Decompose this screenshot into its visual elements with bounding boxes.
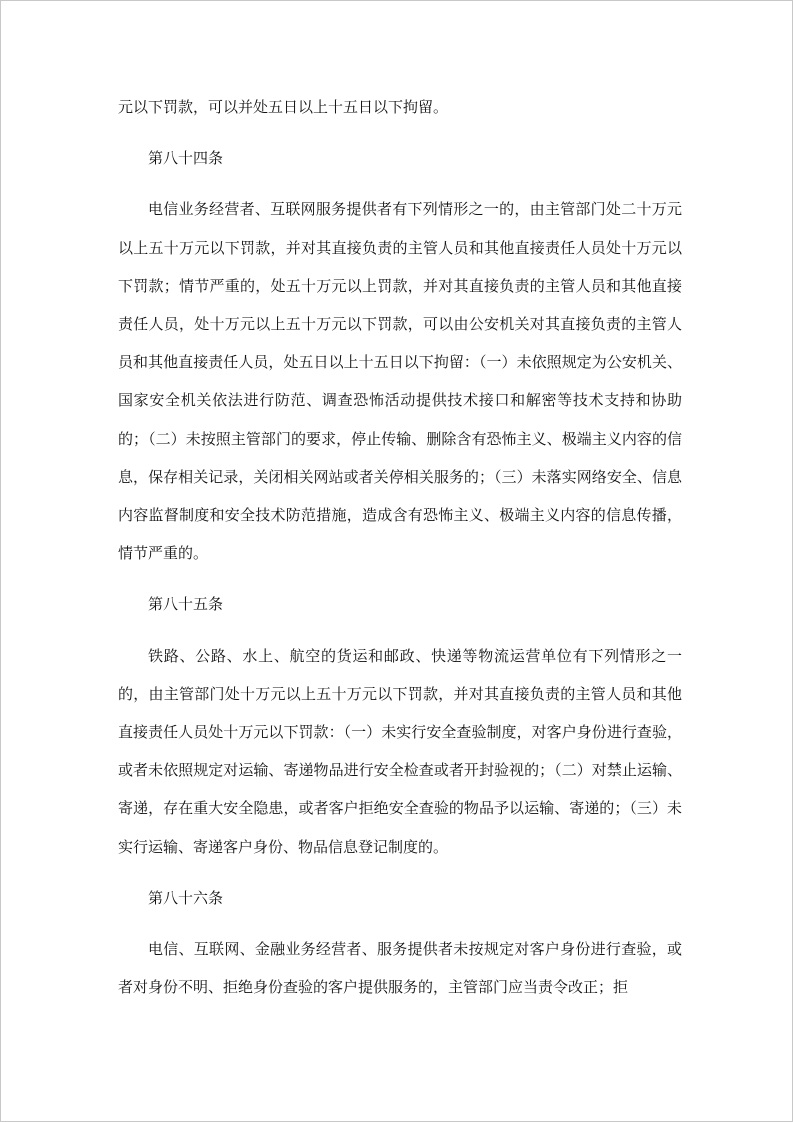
spacer bbox=[118, 917, 682, 930]
spacer bbox=[118, 126, 682, 139]
spacer bbox=[118, 572, 682, 585]
article-84-text: 电信业务经营者、互联网服务提供者有下列情形之一的，由主管部门处二十万元以上五十万元以下罚款，并对其直接负责的主管人员和其他直接责任人员处十万元以下罚款；情节严重的，处五十万元以上罚款，并对其直接负责的主管人员和其他直接责任人员，处十万元以上五十万元以下罚款，可以由公安机关对其直接负责的主管人员和其他直接责任人员，处五日以上十五日以下拘留：（一）未依照规定为公安机关、国家安全机关依法进行防范、调查恐怖活动提供技术接口和解密等技术支持和协助的；（二）未按照主管部门的要求，停止传输、删除含有恐怖主义、极端主义内容的信息，保存相关记录，关闭相关网站或者关停相关服务的；（三）未落实网络安全、信息内容监督制度和安全技术防范措施，造成含有恐怖主义、极端主义内容的信息传播，情节严重的。 bbox=[118, 200, 682, 563]
article-85-heading: 第八十五条 bbox=[148, 595, 224, 614]
opening-paragraph: 元以下罚款，可以并处五日以上十五日以下拘留。 bbox=[118, 98, 449, 116]
article-86-text: 电信、互联网、金融业务经营者、服务提供者未按规定对客户身份进行查验，或者对身份不明、拒绝身份查验的客户提供服务的，主管部门应当责令改正；拒 bbox=[118, 940, 682, 997]
spacer bbox=[118, 866, 682, 879]
spacer bbox=[118, 624, 682, 637]
document-body bbox=[118, 88, 682, 1006]
article-84-heading: 第八十四条 bbox=[148, 149, 224, 168]
spacer bbox=[118, 177, 682, 190]
article-86-heading: 第八十六条 bbox=[148, 888, 224, 907]
article-85-text: 铁路、公路、水上、航空的货运和邮政、快递等物流运营单位有下列情形之一的，由主管部门处十万元以上五十万元以下罚款，并对其直接负责的主管人员和其他直接责任人员处十万元以下罚款：（一）未实行安全查验制度，对客户身份进行查验，或者未依照规定对运输、寄递物品进行安全检查或者开封验视的；（二）对禁止运输、寄递，存在重大安全隐患，或者客户拒绝安全查验的物品予以运输、寄递的；（三）未实行运输、寄递客户身份、物品信息登记制度的。 bbox=[118, 646, 682, 856]
